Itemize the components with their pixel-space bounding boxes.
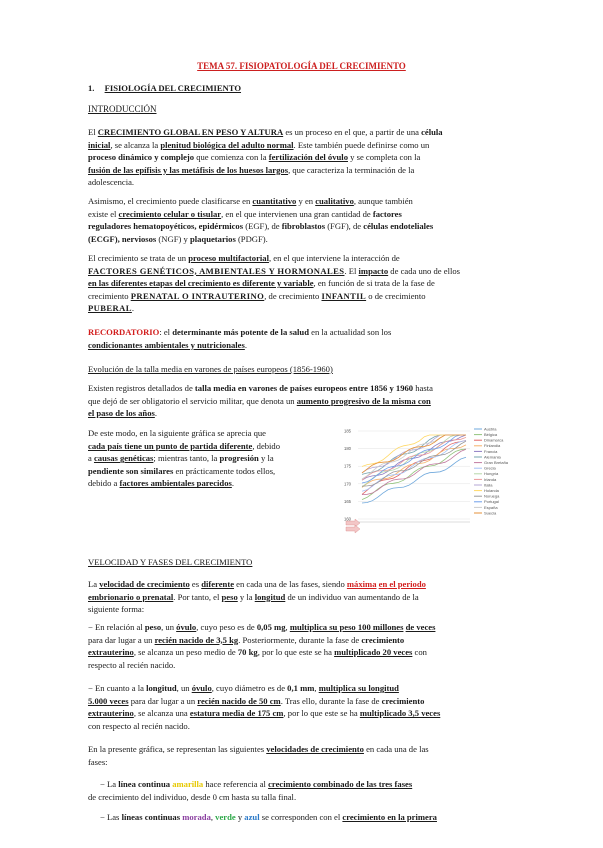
- text-segment: , un: [161, 622, 177, 632]
- legend-label: Noruega: [484, 493, 500, 499]
- text-segment: debido a: [88, 478, 120, 489]
- text-line: [88, 604, 506, 615]
- text-line: [88, 744, 506, 755]
- text-segment: En la presente gráfica, se representan las siguientes: [88, 744, 267, 754]
- legend-label: Grecia: [484, 465, 496, 471]
- intro-heading: INTRODUCCIÓN: [88, 104, 157, 114]
- text-segment: para dar lugar a un: [88, 634, 155, 645]
- legend-label: Suecia: [484, 510, 497, 516]
- text-segment: De este modo, en la siguiente gráfica se aprecia que: [88, 428, 267, 438]
- text-segment: a: [88, 453, 94, 464]
- text-line: [88, 441, 336, 452]
- text-segment: longitud: [254, 591, 286, 602]
- text-segment: se corresponden con el: [259, 812, 343, 822]
- text-segment: fibroblastos: [281, 221, 326, 232]
- text-segment: plenitud biológica del adulto normal: [160, 139, 294, 150]
- text-segment: . Este también puede definirse como un: [293, 139, 430, 150]
- text-segment: ; mientras tanto, la: [153, 453, 220, 464]
- text-segment: es un proceso en el que, a partir de una: [283, 127, 422, 137]
- text-line: [88, 647, 506, 658]
- text-segment: hasta: [413, 383, 433, 393]
- text-segment: (NGF) y: [156, 233, 190, 244]
- text-segment: en las diferentes etapas del crecimiento es diferente y variable: [88, 278, 314, 289]
- text-line: [88, 683, 506, 694]
- text-segment: , un: [176, 683, 192, 693]
- text-line: [88, 383, 506, 394]
- text-segment: de un individuo van aumentando de la: [285, 591, 419, 602]
- series-line-11: [362, 435, 466, 467]
- text-segment: . Posteriormente, durante la fase de: [238, 634, 362, 645]
- text-line: [88, 152, 506, 163]
- text-segment: , se alcanza la: [110, 139, 161, 150]
- text-segment: PUBERAL: [88, 303, 132, 314]
- text-segment: crecimiento en la primera: [342, 812, 437, 822]
- chart-svg: [342, 423, 510, 536]
- text-segment: en prácticamente todos ellos,: [173, 465, 276, 476]
- text-segment: .: [244, 339, 247, 350]
- text-segment: (FGF), de: [325, 221, 364, 232]
- text-segment: crecimiento: [381, 695, 425, 706]
- text-segment: líneas continuas: [121, 812, 181, 822]
- text-line: [88, 428, 336, 439]
- text-segment: morada: [182, 812, 211, 822]
- text-segment: FACTORES GENÉTICOS, AMBIENTALES Y HORMONALES: [88, 265, 345, 276]
- text-segment: ,: [210, 812, 216, 822]
- text-line: [88, 221, 506, 232]
- legend-label: Bélgica: [484, 432, 498, 437]
- text-segment: de crecimiento del individuo, desde 0 cm hasta su talla final.: [88, 791, 297, 802]
- text-segment: velocidades de crecimiento: [266, 744, 364, 754]
- text-segment: extrauterino: [88, 708, 134, 719]
- text-line: [88, 696, 506, 707]
- text-segment: azul: [244, 812, 260, 822]
- text-segment: crecimiento combinado de las tres fases: [268, 779, 413, 789]
- text-segment: en cada una de las fases, siendo: [234, 579, 347, 589]
- text-line: [88, 396, 506, 407]
- text-line: [88, 165, 506, 176]
- text-segment: recién nacido de 50 cm: [197, 695, 281, 706]
- text-line: [88, 757, 506, 768]
- text-segment: , cuyo diámetro es de: [211, 683, 288, 693]
- text-segment: , se alcanza un peso medio de: [133, 647, 238, 658]
- text-segment: óvulo: [176, 622, 197, 632]
- text-line: [88, 622, 506, 633]
- text-segment: y la: [237, 591, 255, 602]
- section-heading-fisiologia: 1. FISIOLOGÍA DEL CRECIMIENTO: [88, 83, 242, 93]
- text-segment: impacto: [358, 265, 389, 276]
- text-segment: o de crecimiento: [366, 290, 426, 301]
- text-segment: 0,05 mg: [256, 622, 286, 632]
- text-segment: , aunque también: [353, 196, 413, 206]
- text-line: [88, 592, 506, 603]
- text-segment: y en: [296, 196, 316, 206]
- document-title: TEMA 57. FISIOPATOLOGÍA DEL CRECIMIENTO: [197, 61, 406, 71]
- ytick-label: 185: [344, 428, 351, 434]
- text-line: [100, 812, 506, 823]
- text-segment: células endoteliales: [363, 221, 434, 232]
- text-segment: extrauterino: [88, 647, 134, 658]
- text-segment: , que caracteriza la terminación de la: [288, 164, 415, 175]
- text-segment: cuantitativo: [252, 196, 297, 206]
- text-line: [88, 792, 494, 803]
- text-segment: diferente: [201, 579, 235, 589]
- text-line: [88, 140, 506, 151]
- legend-label: Hungría: [484, 471, 499, 477]
- text-segment: , por lo que este se ha: [257, 647, 335, 658]
- text-segment: 0,1 mm: [287, 683, 315, 693]
- text-segment: El crecimiento se trata de un: [88, 253, 189, 263]
- text-segment: proceso multifactorial: [188, 253, 269, 263]
- text-segment: hace referencia al: [203, 779, 269, 789]
- text-line: [88, 266, 506, 277]
- text-line: [88, 253, 506, 264]
- text-segment: talla media en varones de países europeos entre 1856 y 1960: [194, 383, 414, 393]
- text-segment: proceso dinámico y complejo: [88, 152, 195, 163]
- text-segment: , en el que interviene la interacción de: [268, 253, 400, 263]
- text-segment: célula: [421, 127, 443, 137]
- text-segment: , en el que intervienen una gran cantidad de: [221, 208, 373, 219]
- text-segment: con: [412, 647, 427, 658]
- text-segment: de cada uno de ellos: [388, 265, 460, 276]
- text-segment: y la: [258, 453, 274, 464]
- text-segment: multiplica su longitud: [318, 683, 399, 693]
- text-line: [88, 708, 506, 719]
- text-segment: reguladores hematopoyéticos, epidérmicos: [88, 221, 244, 232]
- text-segment: Existen registros detallados de: [88, 383, 195, 393]
- legend-label: Holanda: [484, 488, 499, 493]
- text-segment: . Por tanto, el: [173, 591, 222, 602]
- ytick-label: 175: [344, 463, 351, 469]
- text-segment: máxima: [346, 579, 377, 589]
- text-line: [88, 278, 506, 289]
- text-segment: (EGF), de: [243, 221, 282, 232]
- text-segment: inicial: [88, 139, 111, 150]
- text-segment: embrionario o prenatal: [88, 591, 174, 602]
- text-line: [88, 291, 506, 302]
- text-segment: : el: [159, 327, 173, 337]
- text-segment: factores: [372, 208, 402, 219]
- text-segment: − La: [100, 779, 119, 789]
- text-segment: peso: [144, 622, 162, 632]
- text-segment: . Tras ello, durante la fase de: [280, 695, 382, 706]
- text-segment: óvulo: [191, 683, 212, 693]
- text-segment: La: [88, 579, 100, 589]
- section-heading-velocidad: VELOCIDAD Y FASES DEL CRECIMIENTO: [88, 557, 253, 567]
- text-segment: pendiente son similares: [88, 465, 174, 476]
- legend-label: Dinamarca: [484, 437, 504, 443]
- text-segment: − En relación al: [88, 622, 145, 632]
- text-segment: en cada una de las: [363, 744, 429, 754]
- legend-label: Francia: [484, 448, 498, 454]
- text-segment: recién nacido de 3,5 kg: [154, 634, 239, 645]
- text-segment: multiplica su peso 100 millones: [289, 622, 404, 632]
- text-segment: INFANTIL: [321, 290, 367, 301]
- arrow-marker: [346, 525, 360, 533]
- text-segment: velocidad de crecimiento: [99, 579, 190, 589]
- text-segment: , debido: [252, 440, 281, 451]
- text-segment: condicionantes ambientales y nutricionales: [88, 339, 245, 350]
- text-segment: es: [189, 579, 202, 589]
- text-segment: , por lo que este se ha: [283, 708, 360, 719]
- text-segment: , se alcanza una: [133, 708, 190, 719]
- text-segment: CRECIMIENTO GLOBAL EN PESO Y ALTURA: [97, 127, 284, 137]
- text-segment: factores ambientales parecidos: [119, 478, 232, 489]
- text-line: [88, 721, 506, 732]
- ytick-label: 165: [344, 498, 351, 504]
- text-line: [88, 466, 336, 477]
- text-segment: adolescencia.: [88, 177, 135, 188]
- text-segment: y se completa con la: [348, 152, 421, 163]
- text-segment: RECORDATORIO: [88, 327, 160, 337]
- text-line: [88, 340, 506, 351]
- text-segment: progresión: [219, 453, 259, 464]
- text-segment: que dejó de ser obligatorio el servicio militar, que denota un: [88, 395, 297, 406]
- legend-label: España: [484, 504, 498, 510]
- text-segment: , de crecimiento: [264, 290, 322, 301]
- text-segment: − En cuanto a la: [88, 683, 147, 693]
- text-segment: que comienza con la: [194, 152, 269, 163]
- legend-label: Italia: [484, 482, 493, 488]
- text-segment: , en función de si trata de la fase de: [313, 278, 435, 289]
- text-segment: nerviosos: [121, 233, 157, 244]
- text-segment: en la actualidad son los: [308, 327, 392, 337]
- text-segment: plaquetarios: [189, 233, 236, 244]
- text-segment: PRENATAL O INTRAUTERINO: [130, 290, 265, 301]
- text-segment: crecimiento: [361, 634, 405, 645]
- text-line: [88, 635, 506, 646]
- text-segment: El: [88, 127, 98, 137]
- text-segment: el paso de los años: [88, 408, 155, 419]
- text-line: [88, 478, 336, 489]
- text-segment: − Las: [100, 812, 122, 822]
- text-segment: estatura media de 175 cm: [189, 708, 284, 719]
- text-segment: en el periodo: [378, 579, 426, 589]
- text-segment: ,: [314, 683, 319, 693]
- text-line: [88, 327, 506, 338]
- text-segment: amarilla: [172, 779, 204, 789]
- legend-label: Gran Bretaña: [484, 460, 509, 465]
- text-segment: existe el: [88, 208, 119, 219]
- ytick-label: 170: [344, 481, 351, 487]
- text-segment: para dar lugar a un: [128, 695, 198, 706]
- text-segment: aumento progresivo de la misma con: [296, 395, 431, 406]
- text-line: [88, 408, 506, 419]
- height-evolution-chart: [342, 423, 510, 536]
- text-segment: Asimismo, el crecimiento puede clasificarse en: [88, 196, 253, 206]
- text-segment: cada país tiene un punto de partida diferente: [88, 440, 253, 451]
- text-segment: .: [131, 303, 135, 314]
- text-segment: línea continua: [118, 779, 171, 789]
- text-line: [88, 453, 336, 464]
- text-segment: causas genéticas: [93, 453, 154, 464]
- text-segment: verde: [215, 812, 236, 822]
- text-segment: determinante más potente de la salud: [172, 327, 309, 337]
- text-line: [88, 234, 506, 245]
- text-segment: fertilización del óvulo: [268, 152, 348, 163]
- legend-label: Alemania: [484, 454, 501, 460]
- text-segment: , cuyo peso es de: [196, 622, 257, 632]
- text-segment: multiplicado 20 veces: [334, 647, 413, 658]
- text-line: [100, 779, 506, 790]
- ytick-label: 180: [344, 446, 351, 452]
- text-line: [88, 127, 506, 138]
- text-segment: con respecto al recién nacido.: [88, 720, 190, 731]
- text-line: [88, 579, 506, 590]
- text-segment: .: [231, 478, 235, 489]
- text-line: [88, 660, 506, 671]
- text-segment: (PDGF).: [235, 233, 268, 244]
- text-segment: 5.000 veces: [88, 695, 129, 706]
- text-segment: respecto al recién nacido.: [88, 659, 176, 670]
- text-segment: y: [235, 812, 245, 822]
- legend-label: Austria: [484, 426, 497, 432]
- text-segment: longitud: [146, 683, 177, 693]
- legend-label: Portugal: [484, 499, 499, 505]
- text-line: [88, 196, 506, 207]
- text-segment: 70 kg: [237, 647, 258, 658]
- text-segment: de veces: [405, 622, 436, 632]
- text-segment: cualitativo: [315, 196, 354, 206]
- text-segment: crecimiento: [88, 290, 131, 301]
- text-segment: fusión de las epífisis y las metáfisis de los huesos largos: [88, 164, 289, 175]
- section-heading-text: FISIOLOGÍA DEL CRECIMIENTO: [104, 83, 242, 93]
- text-segment: peso: [221, 591, 238, 602]
- ytick-label: 160: [344, 516, 351, 522]
- text-segment: .: [154, 408, 158, 419]
- legend-label: Irlanda: [484, 476, 497, 482]
- text-segment: multiplicado 3,5 veces: [359, 708, 441, 719]
- text-segment: ,: [285, 622, 290, 632]
- text-line: [88, 303, 506, 314]
- legend-label: Finlandia: [484, 443, 501, 449]
- text-segment: . El: [344, 265, 359, 276]
- text-line: [88, 209, 506, 220]
- text-segment: (ECGF),: [88, 233, 122, 244]
- text-line: [88, 177, 506, 188]
- subheading-talla-media: Evolución de la talla media en varones de países europeos (1856-1960): [88, 364, 333, 374]
- text-segment: fases:: [88, 756, 108, 767]
- text-segment: crecimiento celular o tisular: [118, 208, 222, 219]
- text-segment: siguiente forma:: [88, 604, 145, 615]
